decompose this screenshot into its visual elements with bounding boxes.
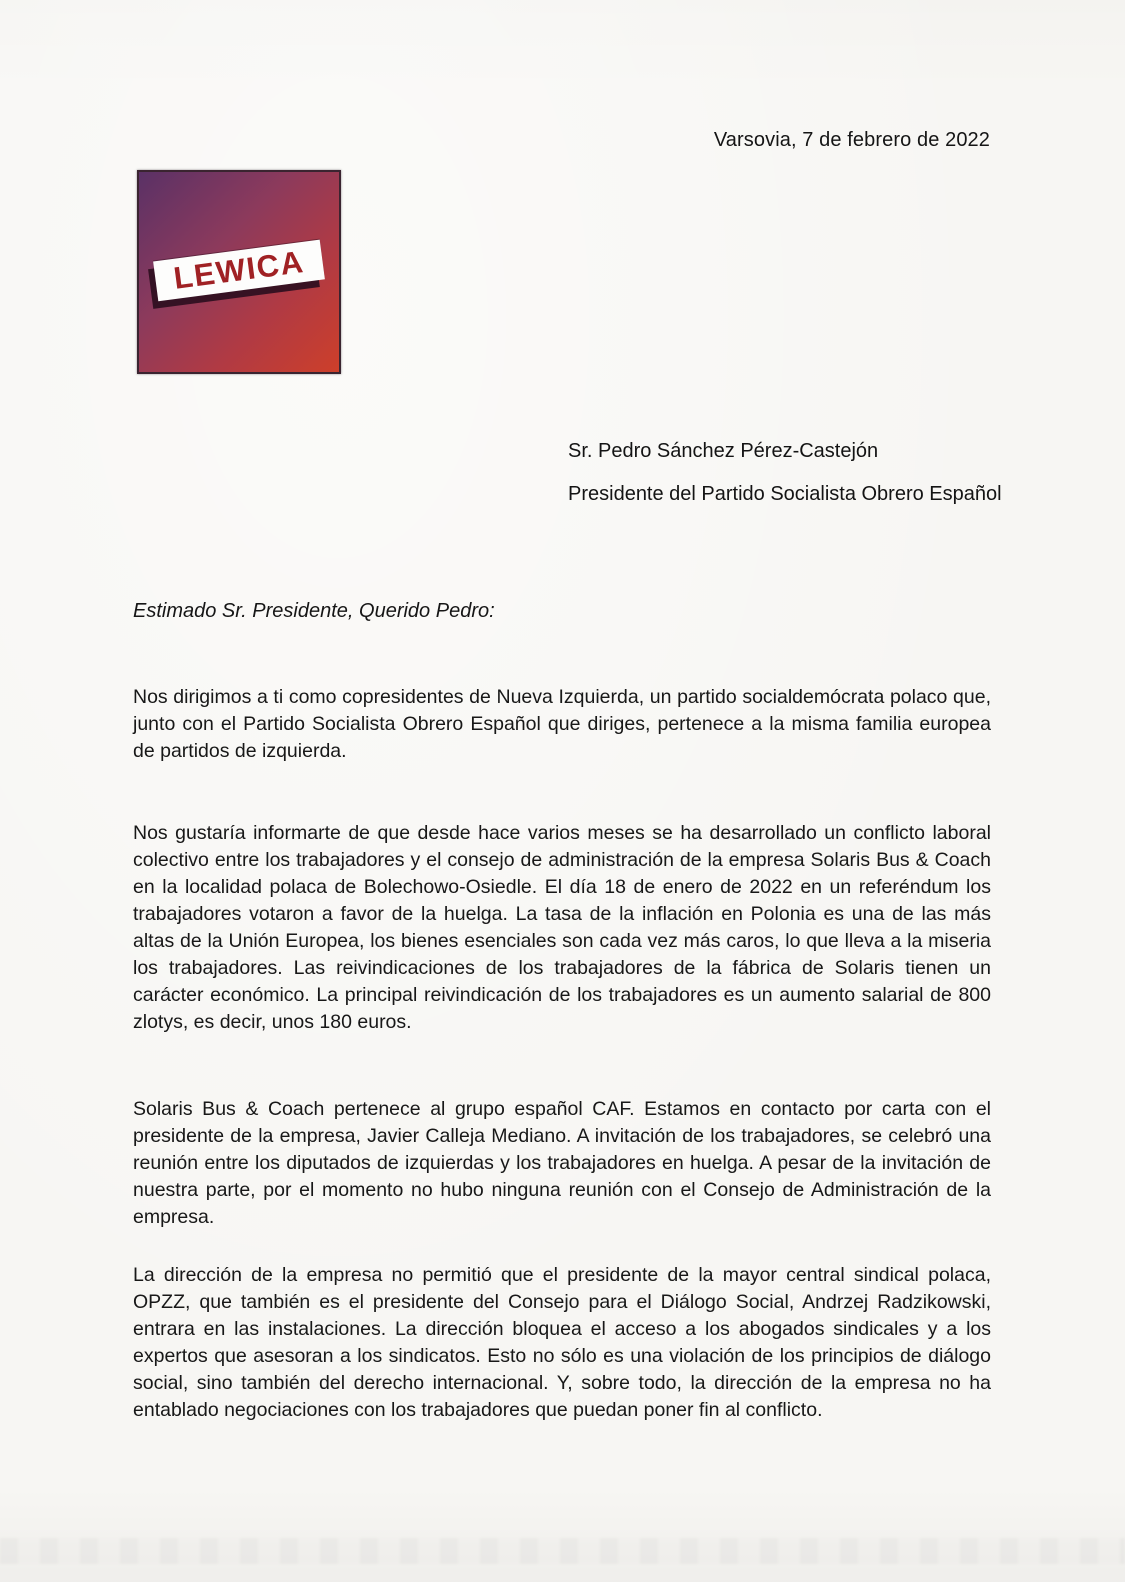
paragraph-2: Nos gustaría informarte de que desde hace varios meses se ha desarrollado un conflicto laboral colectivo entre los trabajadores y el consejo de administración de la empresa Solaris Bus & Coach en la localidad polaca de Bolechowo-Osiedle. El día 18 de enero de 2022 en un referéndum los trabajadores votaron a favor de la huelga. La tasa de la inflación en Polonia es una de las más altas de la Unión Europea, los bienes esenciales son cada vez más caros, lo que lleva a la miseria los trabajadores. Las reivindicaciones de los trabajadores de la fábrica de Solaris tienen un carácter económico. La principal reivindicación de los trabajadores es un aumento salarial de 800 zlotys, es decir, unos 180 euros. <box>133 822 991 1033</box>
paragraph-4: La dirección de la empresa no permitió que el presidente de la mayor central sindical polaca, OPZZ, que también es el presidente del Consejo para el Diálogo Social, Andrzej Radzikowski, entrara en las instalaciones. La dirección bloquea el acceso a los abogados sindicales y a los expertos que asesoran a los sindicatos. Esto no sólo es una violación de los principios de diálogo social, sino también del derecho internacional. Y, sobre todo, la dirección de la empresa no ha entablado negociaciones con los trabajadores que puedan poner fin al conflicto. <box>133 1264 991 1421</box>
paragraph-1: Nos dirigimos a ti como copresidentes de Nueva Izquierda, un partido socialdemócrata polaco que, junto con el Partido Socialista Obrero Español que diriges, pertenece a la misma familia europea de partidos de izquierda. <box>133 686 991 762</box>
recipient-name: Sr. Pedro Sánchez Pérez-Castejón <box>568 440 879 462</box>
date-line: Varsovia, 7 de febrero de 2022 <box>713 129 990 151</box>
scan-artifact-band <box>0 1538 1125 1564</box>
logo-banner <box>153 240 325 302</box>
paragraph-3: Solaris Bus & Coach pertenece al grupo español CAF. Estamos en contacto por carta con el presidente de la empresa, Javier Calleja Mediano. A invitación de los trabajadores, se celebró una reunión entre los diputados de izquierdas y los trabajadores en huelga. A pesar de la invitación de nuestra parte, por el momento no hubo ninguna reunión con el Consejo de Administración de la empresa. <box>133 1098 991 1228</box>
logo-text: LEWICA <box>171 243 307 296</box>
recipient-title: Presidente del Partido Socialista Obrero Español <box>568 483 1002 505</box>
recipient-block <box>568 430 1002 516</box>
party-logo <box>137 170 341 374</box>
salutation: Estimado Sr. Presidente, Querido Pedro: <box>133 600 495 622</box>
